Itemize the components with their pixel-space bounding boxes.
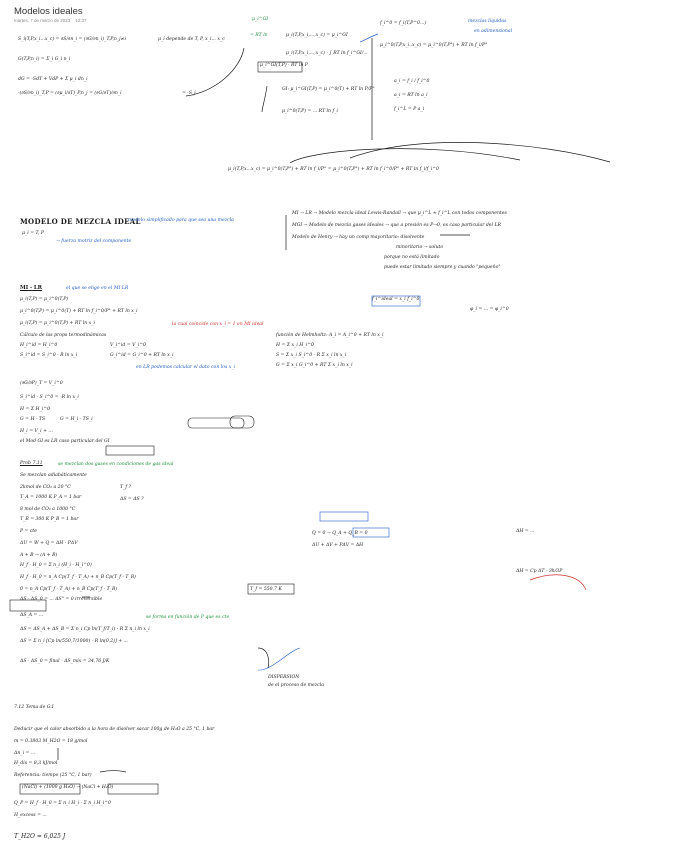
page-time-text: 12:37 bbox=[75, 18, 87, 23]
eq-minus-s: = -S_i bbox=[182, 91, 196, 96]
note-dependence: μ_i depende de T, P, x_i... x_c bbox=[158, 37, 225, 42]
sec-l6: (NaCl) + (1000 g H₂O) → (NaCl + H₂O) bbox=[22, 785, 114, 790]
ideal-henry: Modelo de Henry → hay un comp mayoritario: disolvente bbox=[292, 235, 425, 240]
prob-irr2: de el proceso de mezcla bbox=[268, 683, 324, 688]
lr-prop5: G_i^id = G_i^0 + RT ln x_i bbox=[110, 353, 174, 358]
lr-eq6: S_i^id - S_i^0 = -R ln x_i bbox=[20, 395, 79, 400]
lr-head: MI - LR bbox=[20, 285, 42, 291]
lr-eq7: H = Σ H_i^0 bbox=[20, 407, 51, 412]
prob-l12: ΔS - ΔS_0 = ... ΔS° = 0 irreversible bbox=[20, 597, 103, 602]
sec-l7: Q_P = H_f - H_0 = Σ n_i H_i - Σ n_i H_i^0 bbox=[14, 801, 111, 806]
prob-l3: T_A = 1000 K P_A = 1 bar bbox=[20, 495, 82, 500]
ideal-mgi: MGI → Modelo de mezcla gases ideales → que a presión es P→0, es caso particular del LR bbox=[292, 223, 501, 228]
sec-l5: Referencia: tiempo (25 °C, 1 bar) bbox=[14, 773, 92, 778]
lr-final: el Mod GI es LR caso particular del GI bbox=[20, 439, 110, 444]
lr-eq3: μ_i(T,P) = μ_i^0(T,P) + RT ln x_i bbox=[20, 321, 96, 326]
lr-prop2: H_i^id = H_i^0 bbox=[20, 343, 58, 348]
lr-red-note: la cual coincide con x_i = 1 en MI ideal bbox=[172, 322, 264, 327]
lr-right1: función de Helmholtz: A_i = A_i^0 + RT ln x_i bbox=[276, 333, 384, 338]
sec-head: 7.12 Tema de G.I bbox=[14, 705, 54, 710]
prob-right4: ΔH = ... bbox=[516, 529, 535, 534]
eq-right-3: a_i = f_i / f_i^0 bbox=[394, 79, 430, 84]
prob-l10: H_f - H_0 = n_A Cp(T_f - T_A) + n_B Cp(T_f - T_B) bbox=[20, 575, 136, 580]
prob-head: Prob 7.11 bbox=[20, 461, 43, 466]
prob-l1: Se mezclan adiabáticamente bbox=[20, 473, 87, 478]
eq-maxwell: -(∂S/∂n_i)_T,P = (∂μ_i/∂T)_P,n_j = (∂G/∂T)/∂n_i bbox=[18, 91, 122, 96]
eq-mid-4: GI: μ_i^GI(T,P) = μ_i^0(T) + RT ln P/P° bbox=[282, 87, 375, 92]
eq-mid-5: μ_i^0(T,P) = ... RT ln f_i bbox=[282, 109, 338, 114]
eq-right-1: f_i^0 = f_i(T,P^0...) bbox=[380, 21, 427, 26]
eq-mid-3: μ_i^GI(T,P) · RT ln P bbox=[260, 63, 308, 68]
note-right-h1: mezclas líquidas bbox=[468, 19, 507, 24]
prob-right3: ΔH = Cp ΔT - 3h/3P bbox=[516, 569, 563, 574]
prob-l15: ΔS = Σ n_i [Cp ln(550,7/1000) - R ln(0,2)] + ... bbox=[20, 639, 128, 644]
lr-eq1: μ_i(T,P) = μ_i^0(T,P) bbox=[20, 297, 69, 302]
sec-final: T_H2O = 6,025 J bbox=[14, 833, 66, 840]
lr-eq8: G = H - TS bbox=[20, 417, 46, 422]
prob-right2: ΔU + ΔV + PΔV = ΔH bbox=[312, 543, 364, 548]
sec-l2: m = 0.3803 M_H2O = 18 g/mol bbox=[14, 739, 88, 744]
ideal-henry-sub: minoritario → soluto bbox=[396, 245, 444, 250]
prob-q1: T_f ? bbox=[120, 485, 131, 490]
ideal-mu: μ_i = T, P bbox=[22, 231, 44, 236]
eq-gibbs-sum: G(T,P,n_i) = Σ_i G_i n_i bbox=[18, 57, 71, 62]
lr-prop1: Cálculo de las props termodinámicas bbox=[20, 333, 107, 338]
eq-partial-entropy: S_i(T,P,x_i...x_c) = ∂S/∂n_i = (∂G/∂n_i)_T,P,n_j≠i bbox=[18, 37, 126, 42]
lr-prop4: S_i^id = S_i^0 - R ln x_i bbox=[20, 353, 78, 358]
prob-l8: A + B → (A + B) bbox=[20, 553, 58, 558]
sec-l4: H_dis = 8,3 kJ/mol bbox=[14, 761, 58, 766]
prob-l6: P = cte bbox=[20, 529, 37, 534]
prob-l5: T_B = 300 K P_B = 1 bar bbox=[20, 517, 79, 522]
eq-mid-1: μ_i(T,P,x_i,...,x_c) = μ_i^GI bbox=[286, 33, 348, 38]
prob-irr: DISPERSION bbox=[268, 675, 300, 680]
prob-right1: Q = 0 → Q_A + Q_B = 0 bbox=[312, 531, 368, 536]
page-date-text: martes, 7 de marzo de 2023 bbox=[14, 18, 71, 23]
eq-right-2: μ_i^0(T,P,x_i..x_c) = μ_i^0(T,P°) + RT ln f_i/P° bbox=[380, 43, 488, 48]
lr-right2: H = Σ x_i H_i^0 bbox=[276, 343, 314, 348]
prob-l13: ΔS_A = ... bbox=[20, 613, 44, 618]
note-right-h2: en adimensional bbox=[474, 29, 513, 34]
prob-q2: ΔS = ΔS ? bbox=[120, 497, 144, 502]
eq-mid-2: μ_i(T,P,x_i,...,x_c) - ∫ RT ln f_i^GI/... bbox=[286, 51, 368, 56]
eq-right-5: f_i^L = P a_i bbox=[394, 107, 425, 112]
prob-green2: se forma en función de P que es cte bbox=[146, 615, 230, 620]
page-title: Modelos ideales bbox=[14, 6, 83, 17]
prob-l16: ΔS - ΔS_0 = final - ΔS_mix = 34,76 J/K bbox=[20, 659, 110, 664]
ideal-henry-sub3: puede estar limitado siempre y cuando "pequeño" bbox=[384, 265, 501, 270]
prob-l7: ΔU = W + Q = ΔH - PΔV bbox=[20, 541, 78, 546]
prob-box: T_f = 550,7 K bbox=[250, 587, 282, 592]
lr-phi: φ_i = ... = φ_i^0 bbox=[470, 307, 509, 312]
lr-eq2: μ_i^0(T,P) = μ_i^0(T) + RT ln f_i^0/P° + RT ln x_i bbox=[20, 309, 138, 314]
lr-right4: G = Σ x_i G_i^0 + RT Σ x_i ln x_i bbox=[276, 363, 353, 368]
lr-eq9: G = H_i - TS_i bbox=[60, 417, 93, 422]
note-green-gi: μ_i^GI bbox=[252, 17, 269, 22]
note-green-rtln: = RT ln bbox=[250, 33, 268, 38]
prob-green: se mezclan dos gases en condiciones de gas ideal bbox=[58, 462, 174, 467]
lr-right3: S = Σ x_i S_i^0 - R Σ x_i ln x_i bbox=[276, 353, 347, 358]
ideal-title: MODELO DE MEZCLA IDEAL bbox=[20, 217, 141, 226]
sec-l8: H_excess = ... bbox=[14, 813, 47, 818]
prob-l2: 2kmol de CO₂ a 20 °C bbox=[20, 485, 71, 490]
ideal-lr: MI → LR → Modelo mezcla ideal Lewis-Randall → que μ_i^L ≈ f_i^L con todos componentes bbox=[292, 211, 507, 216]
ideal-henry-sub2: porque no está limitado bbox=[384, 255, 440, 260]
prob-l9: H_f - H_0 = Σ n_i (H_i - H_i^0) bbox=[20, 563, 92, 568]
eq-right-4: a_i = RT ln a_i bbox=[394, 93, 428, 98]
ideal-note: → fuerza motriz del componente bbox=[56, 239, 132, 244]
prob-l4: 8 mol de CO₂ a 1000 °C bbox=[20, 507, 76, 512]
lr-eq5: (∂G/∂P)_T = V_i^0 bbox=[20, 381, 63, 386]
prob-l11: 0 = n_A Cp(T_f - T_A) + n_B Cp(T_f - T_B) bbox=[20, 587, 118, 592]
sec-l1: Deducir que el calor absorbido a la hora de disolver sacar 100g de H₂O a 25 °C, 1 bar bbox=[14, 727, 215, 732]
lr-eq10: H_i = V_i + ... bbox=[20, 429, 53, 434]
sec-l3: Δn_i = ... bbox=[14, 751, 36, 756]
lr-blue: en LR podemos calcular el dato con los x_i bbox=[136, 365, 236, 370]
prob-l14: ΔS = ΔS_A + ΔS_B = Σ n_i Cp ln(T_f/T_i) - R Σ n_i ln x_i bbox=[20, 627, 150, 632]
lr-prop3: V_i^id = V_i^0 bbox=[110, 343, 146, 348]
lr-note: el que se elige en el MI LR bbox=[66, 286, 129, 291]
ideal-subtitle: modelo simplificado para que sea una mezcla bbox=[128, 218, 234, 223]
lr-eq4: f_i^ideal = x_i f_i^0 bbox=[372, 297, 420, 302]
eq-dg: dG = -SdT + VdP + Σ μ_i dn_i bbox=[18, 77, 88, 82]
eq-chain: μ_i(T,P,x...x_c) = μ_i^0(T,P°) + RT ln f_i/P° = μ_i^0(T,P°) + RT ln f_i^0/P° + RT ln f_i/f_i^0 bbox=[228, 167, 439, 172]
